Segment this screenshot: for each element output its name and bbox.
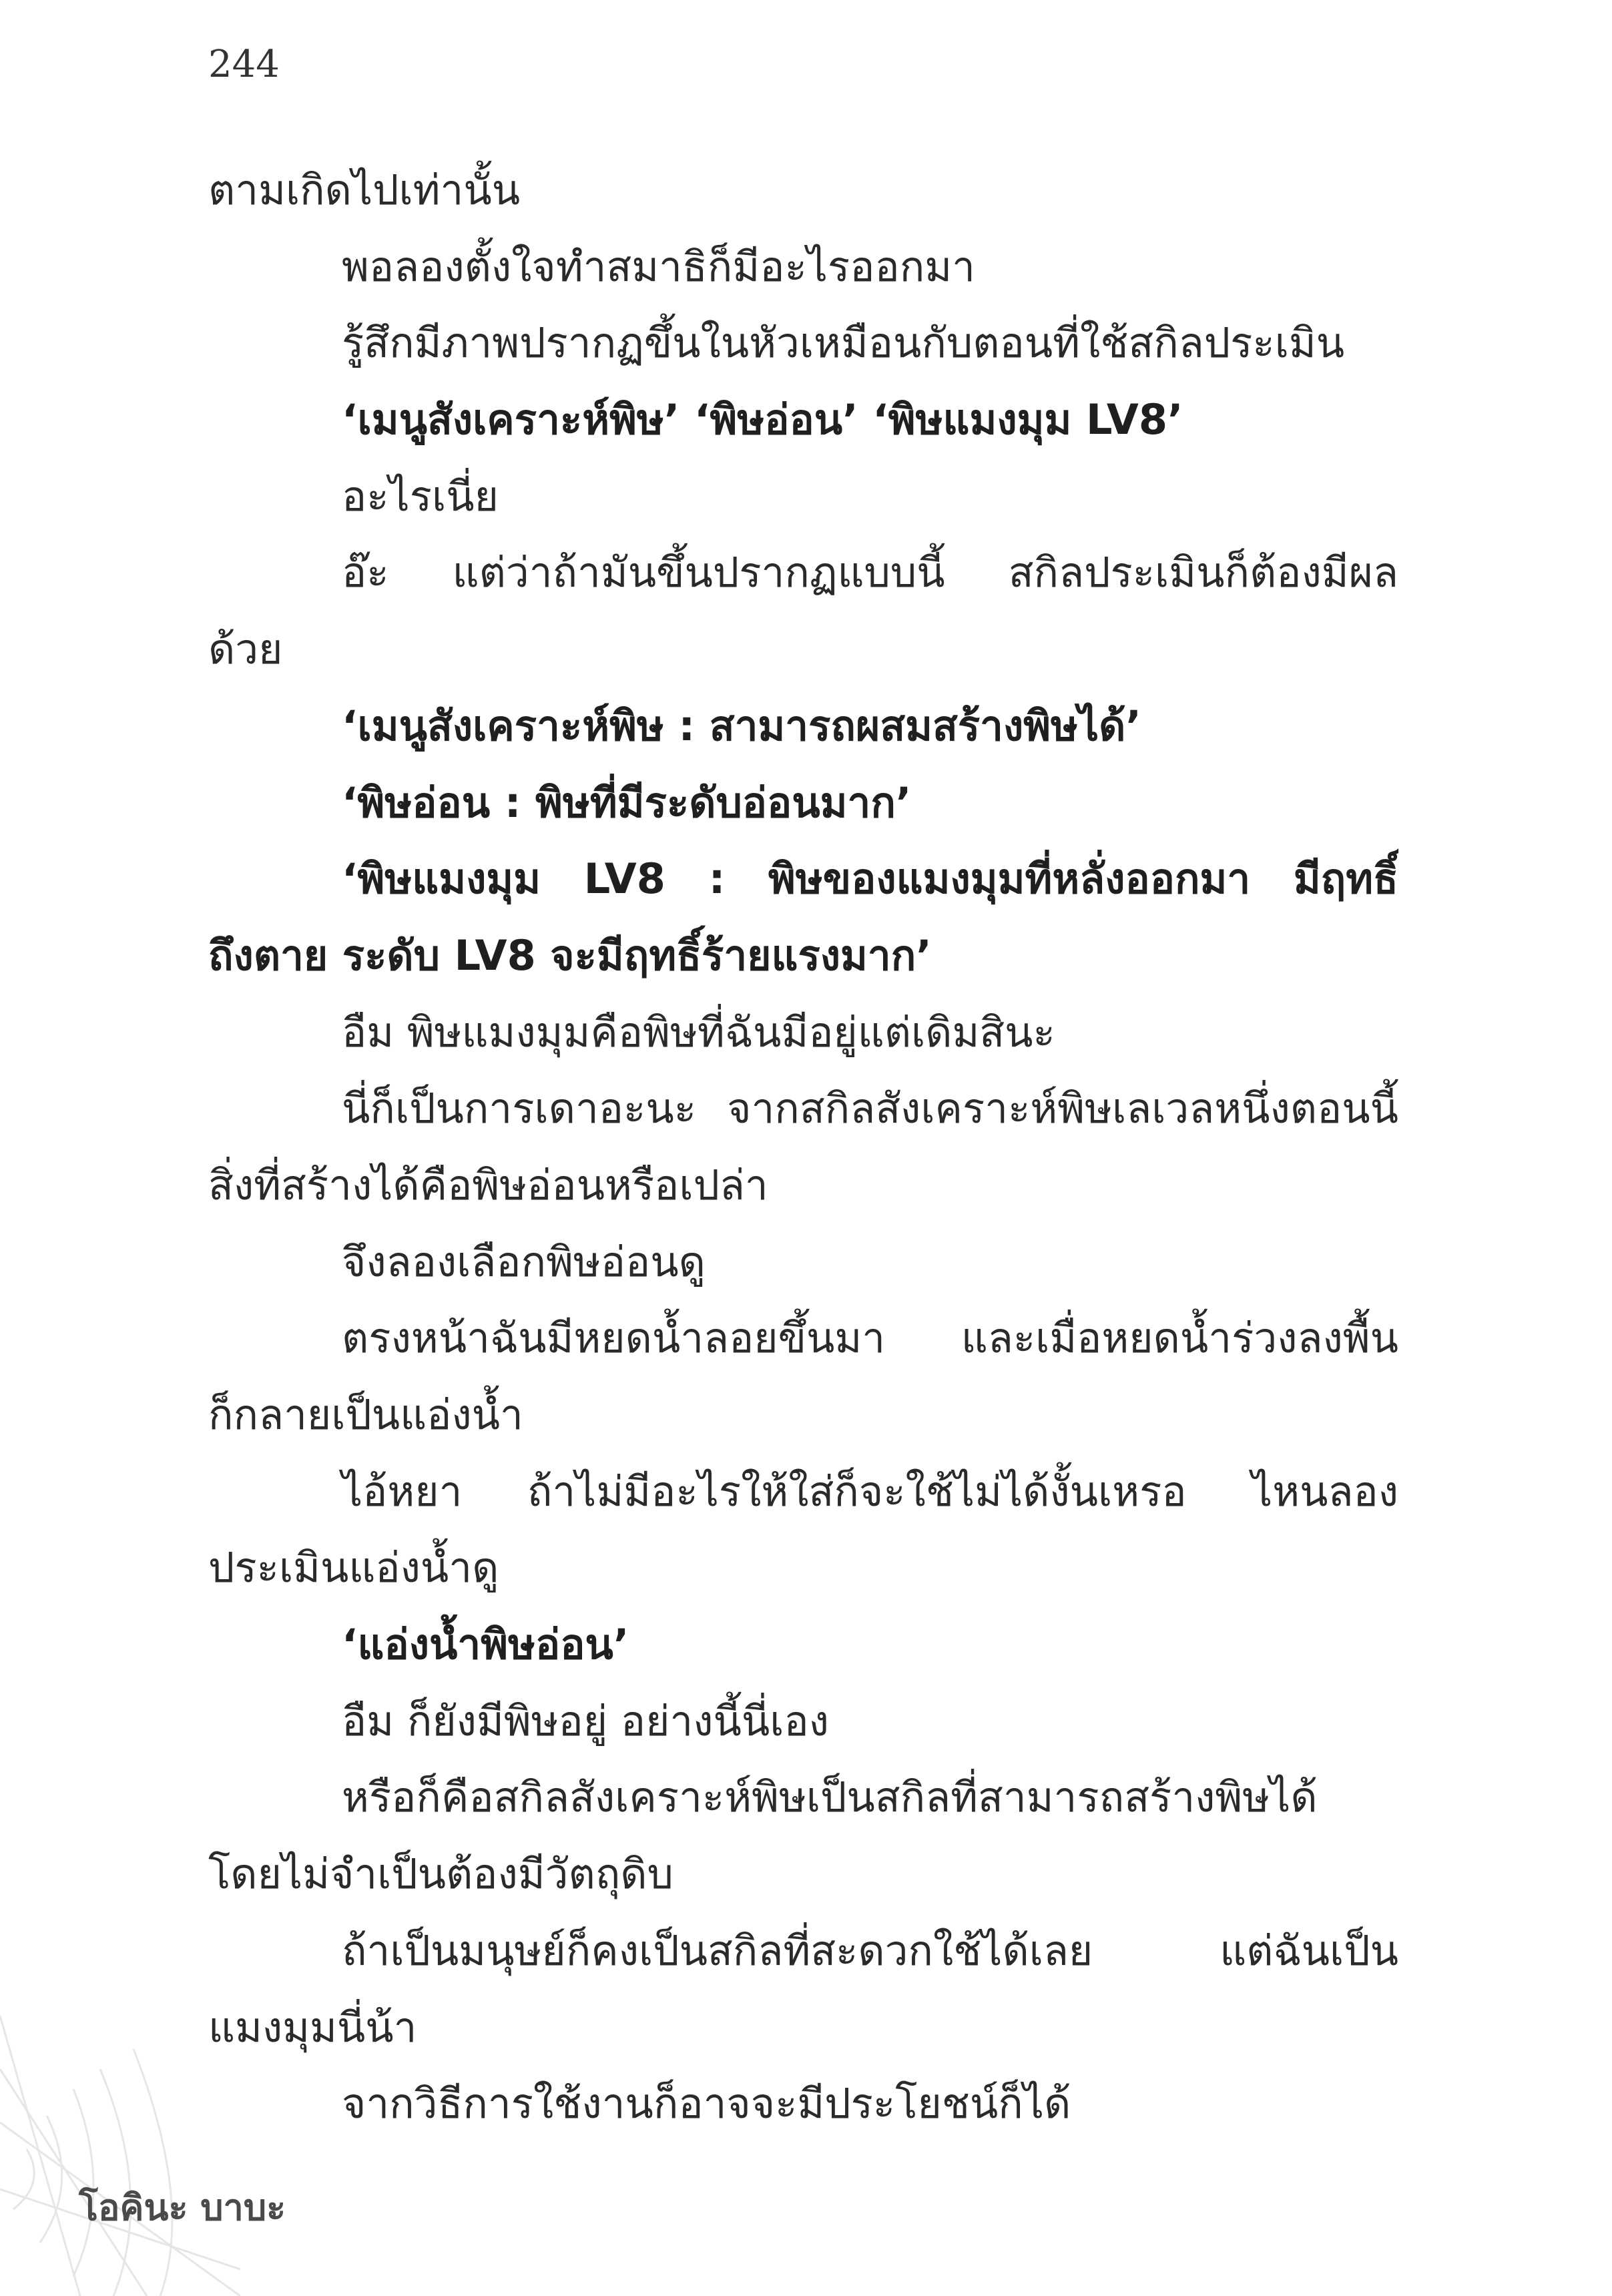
text-line: ก็กลายเป็นแอ่งน้ำ	[208, 1390, 523, 1439]
page-number: 244	[208, 43, 280, 86]
text-line: หรือก็คือสกิลสังเคราะห์พิษเป็นสกิลที่สามารถสร้างพิษได้	[342, 1773, 1318, 1822]
text-line: ‘เมนูสังเคราะห์พิษ’ ‘พิษอ่อน’ ‘พิษแมงมุม LV8’	[342, 395, 1183, 445]
text-line: พอลองตั้งใจทำสมาธิก็มีอะไรออกมา	[342, 242, 975, 291]
text-line: จึงลองเลือกพิษอ่อนดู	[342, 1237, 706, 1286]
text-line: ประเมินแอ่งน้ำดู	[208, 1543, 499, 1593]
author-name: โอคินะ บาบะ	[79, 2187, 286, 2229]
text-line: นี่ก็เป็นการเดาอะนะ จากสกิลสังเคราะห์พิษเลเวลหนึ่งตอนนี้	[342, 1084, 1398, 1133]
text-line: รู้สึกมีภาพปรากฏขึ้นในหัวเหมือนกับตอนที่ใช้สกิลประเมิน	[342, 318, 1345, 368]
text-line: ไอ้หยา ถ้าไม่มีอะไรให้ใส่ก็จะใช้ไม่ได้งั้นเหรอ ไหนลอง	[342, 1466, 1398, 1516]
spider-web-icon	[0, 1989, 240, 2296]
text-line: อะไรเนี่ย	[342, 471, 499, 521]
text-line: ‘พิษแมงมุม LV8 : พิษของแมงมุมที่หลั่งออกมา มีฤทธิ์	[342, 854, 1398, 904]
text-line: จากวิธีการใช้งานก็อาจจะมีประโยชน์ก็ได้	[342, 2079, 1071, 2128]
text-line: อืม พิษแมงมุมคือพิษที่ฉันมีอยู่แต่เดิมสินะ	[342, 1007, 1055, 1057]
text-line: ถ้าเป็นมนุษย์ก็คงเป็นสกิลที่สะดวกใช้ได้เลย แต่ฉันเป็น	[342, 1926, 1398, 1975]
text-line: สิ่งที่สร้างได้คือพิษอ่อนหรือเปล่า	[208, 1160, 768, 1209]
text-line: โดยไม่จำเป็นต้องมีวัตถุดิบ	[208, 1849, 674, 1899]
text-line: ตามเกิดไปเท่านั้น	[208, 166, 521, 214]
text-line: อืม ก็ยังมีพิษอยู่ อย่างนี้นี่เอง	[342, 1696, 829, 1745]
text-line: ถึงตาย ระดับ LV8 จะมีฤทธิ์ร้ายแรงมาก’	[208, 930, 932, 980]
text-line: อ๊ะ แต่ว่าถ้ามันขึ้นปรากฏแบบนี้ สกิลประเมินก็ต้องมีผล	[342, 548, 1398, 597]
text-line: ‘เมนูสังเคราะห์พิษ : สามารถผสมสร้างพิษได้’	[342, 701, 1141, 750]
text-line: ‘แอ่งน้ำพิษอ่อน’	[342, 1620, 629, 1669]
text-line: ‘พิษอ่อน : พิษที่มีระดับอ่อนมาก’	[342, 778, 912, 827]
body-text	[208, 152, 1398, 2142]
text-line: ด้วย	[208, 625, 283, 674]
text-line: แมงมุมนี่น้า	[208, 2002, 417, 2052]
text-line: ตรงหน้าฉันมีหยดน้ำลอยขึ้นมา และเมื่อหยดน้ำร่วงลงพื้น	[342, 1314, 1398, 1363]
